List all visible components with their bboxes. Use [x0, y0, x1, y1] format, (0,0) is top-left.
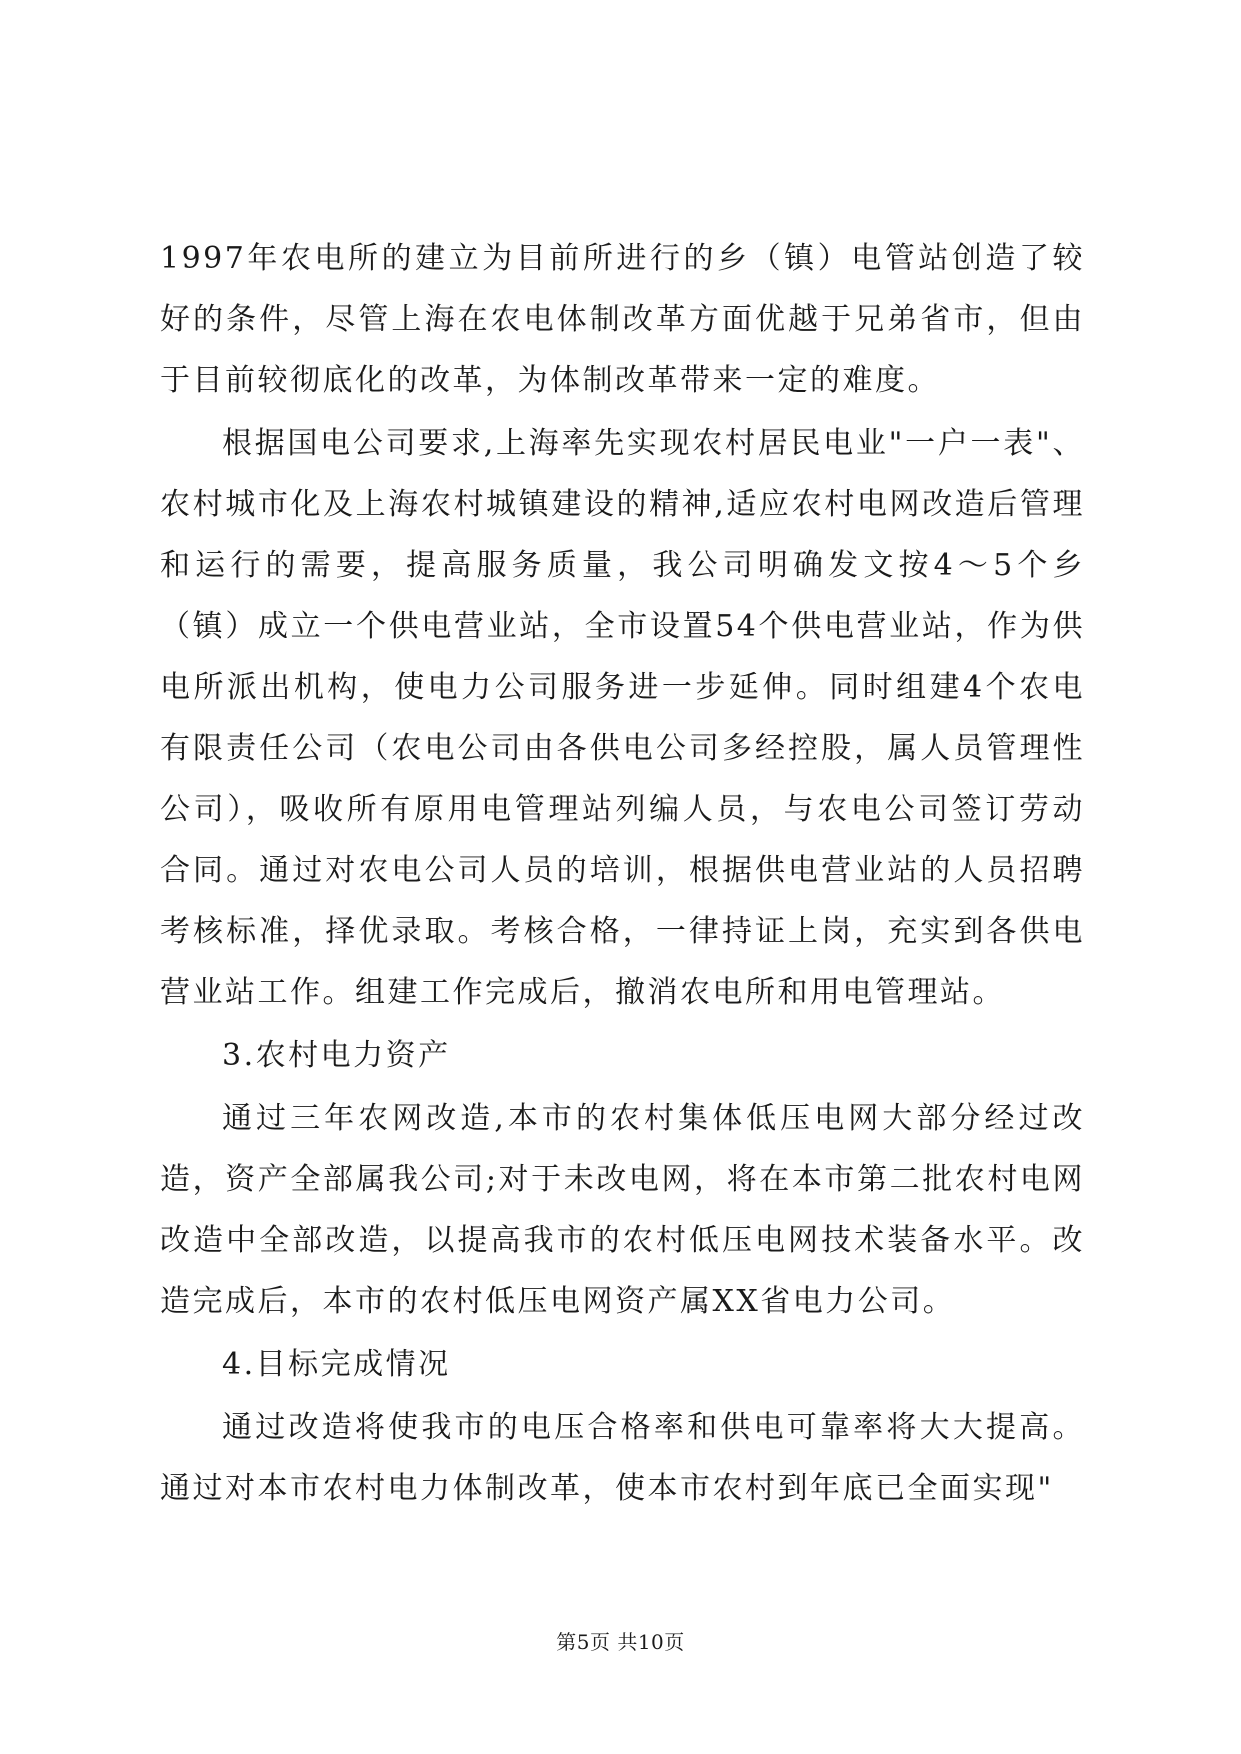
paragraph-3: 通过三年农网改造,本市的农村集体低压电网大部分经过改造，资产全部属我公司;对于未改电网，将在本市第二批农村电网改造中全部改造，以提高我市的农村低压电网技术装备水平。改造完成后，本市的农村低压电网资产属XX省电力公司。	[160, 1101, 1085, 1319]
section-heading-3: 3.农村电力资产	[222, 1038, 451, 1073]
section-heading-4: 4.目标完成情况	[222, 1347, 451, 1382]
paragraph-2: 根据国电公司要求,上海率先实现农村居民电业"一户一表"、农村城市化及上海农村城镇建设的精神,适应农村电网改造后管理和运行的需要，提高服务质量，我公司明确发文按4～5个乡（镇）成立一个供电营业站，全市设置54个供电营业站，作为供电所派出机构，使电力公司服务进一步延伸。同时组建4个农电有限责任公司（农电公司由各供电公司多经控股，属人员管理性公司），吸收所有原用电管理站列编人员，与农电公司签订劳动合同。通过对农电公司人员的培训，根据供电营业站的人员招聘考核标准，择优录取。考核合格，一律持证上岗，充实到各供电营业站工作。组建工作完成后，撤消农电所和用电管理站。	[160, 426, 1085, 1010]
page-number-footer: 第5页 共10页	[556, 1630, 685, 1654]
paragraph-1: 1997年农电所的建立为目前所进行的乡（镇）电管站创造了较好的条件，尽管上海在农电体制改革方面优越于兄弟省市，但由于目前较彻底化的改革，为体制改革带来一定的难度。	[160, 241, 1085, 398]
document-body	[160, 228, 1085, 1521]
paragraph-4: 通过改造将使我市的电压合格率和供电可靠率将大大提高。通过对本市农村电力体制改革，使本市农村到年底已全面实现"	[160, 1410, 1085, 1506]
